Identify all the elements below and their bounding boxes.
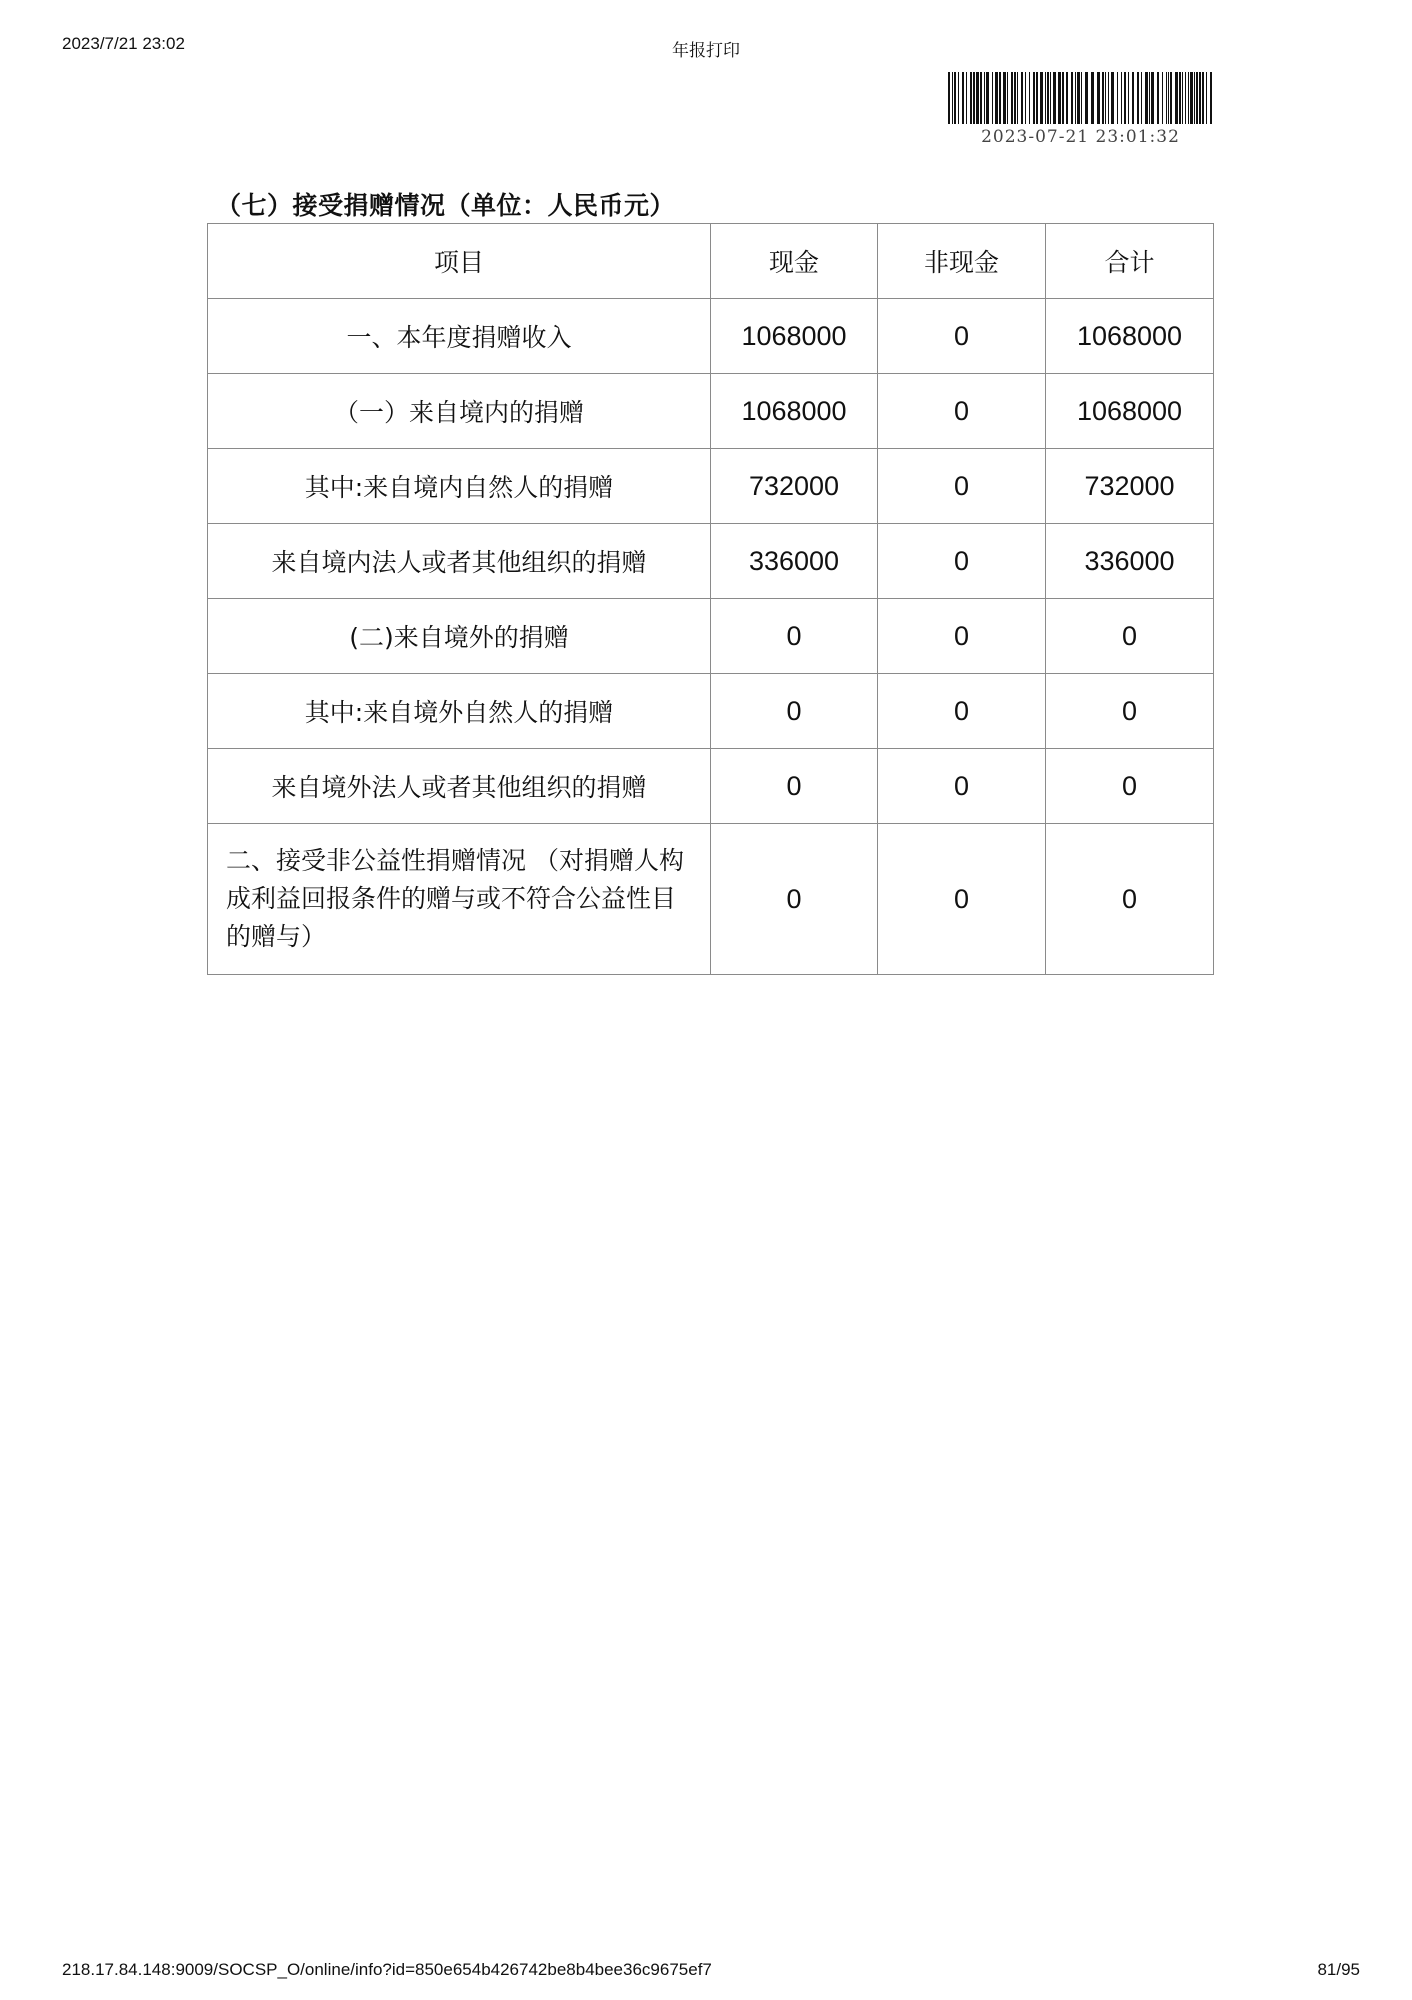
row-noncash: 0: [878, 599, 1046, 674]
row-total: 1068000: [1046, 299, 1214, 374]
table-row: [208, 524, 1214, 599]
row-item: （一）来自境内的捐赠: [208, 374, 711, 449]
column-header-total: 合计: [1046, 224, 1214, 299]
row-noncash: 0: [878, 449, 1046, 524]
barcode-bar: [1212, 72, 1213, 124]
row-item: 二、接受非公益性捐赠情况 （对捐赠人构成利益回报条件的赠与或不符合公益性目的赠与）: [208, 824, 711, 975]
print-datetime: 2023/7/21 23:02: [62, 34, 185, 53]
section-title: （七）接受捐赠情况（单位：人民币元）: [216, 191, 676, 220]
table-row: [208, 824, 1214, 975]
row-cash: 1068000: [711, 299, 878, 374]
page-header-title: 年报打印: [672, 41, 740, 61]
row-cash: 0: [711, 749, 878, 824]
row-cash: 336000: [711, 524, 878, 599]
row-item: 来自境外法人或者其他组织的捐赠: [208, 749, 711, 824]
table-row: [208, 449, 1214, 524]
row-cash: 732000: [711, 449, 878, 524]
row-total: 732000: [1046, 449, 1214, 524]
row-cash: 0: [711, 824, 878, 975]
page-url: 218.17.84.148:9009/SOCSP_O/online/info?id=850e654b426742be8b4bee36c9675ef7: [62, 1960, 712, 1979]
column-header-item: 项目: [208, 224, 711, 299]
row-noncash: 0: [878, 749, 1046, 824]
row-cash: 0: [711, 599, 878, 674]
row-noncash: 0: [878, 674, 1046, 749]
row-noncash: 0: [878, 824, 1046, 975]
row-total: 0: [1046, 749, 1214, 824]
row-total: 0: [1046, 824, 1214, 975]
row-total: 0: [1046, 674, 1214, 749]
row-item: 其中:来自境内自然人的捐赠: [208, 449, 711, 524]
barcode-icon: [948, 72, 1213, 124]
row-item: 来自境内法人或者其他组织的捐赠: [208, 524, 711, 599]
row-noncash: 0: [878, 524, 1046, 599]
donations-table: [207, 223, 1214, 975]
barcode: [948, 72, 1213, 147]
row-item: 其中:来自境外自然人的捐赠: [208, 674, 711, 749]
table-row: [208, 374, 1214, 449]
barcode-timestamp: 2023-07-21 23:01:32: [981, 127, 1180, 147]
row-item: 一、本年度捐赠收入: [208, 299, 711, 374]
column-header-noncash: 非现金: [878, 224, 1046, 299]
column-header-cash: 现金: [711, 224, 878, 299]
row-cash: 0: [711, 674, 878, 749]
row-noncash: 0: [878, 299, 1046, 374]
table-row: [208, 599, 1214, 674]
table-row: [208, 674, 1214, 749]
row-cash: 1068000: [711, 374, 878, 449]
row-total: 0: [1046, 599, 1214, 674]
row-total: 1068000: [1046, 374, 1214, 449]
row-total: 336000: [1046, 524, 1214, 599]
row-item: (二)来自境外的捐赠: [208, 599, 711, 674]
page-number: 81/95: [1317, 1960, 1360, 1979]
table-header-row: [208, 224, 1214, 299]
table-row: [208, 299, 1214, 374]
table-row: [208, 749, 1214, 824]
row-noncash: 0: [878, 374, 1046, 449]
